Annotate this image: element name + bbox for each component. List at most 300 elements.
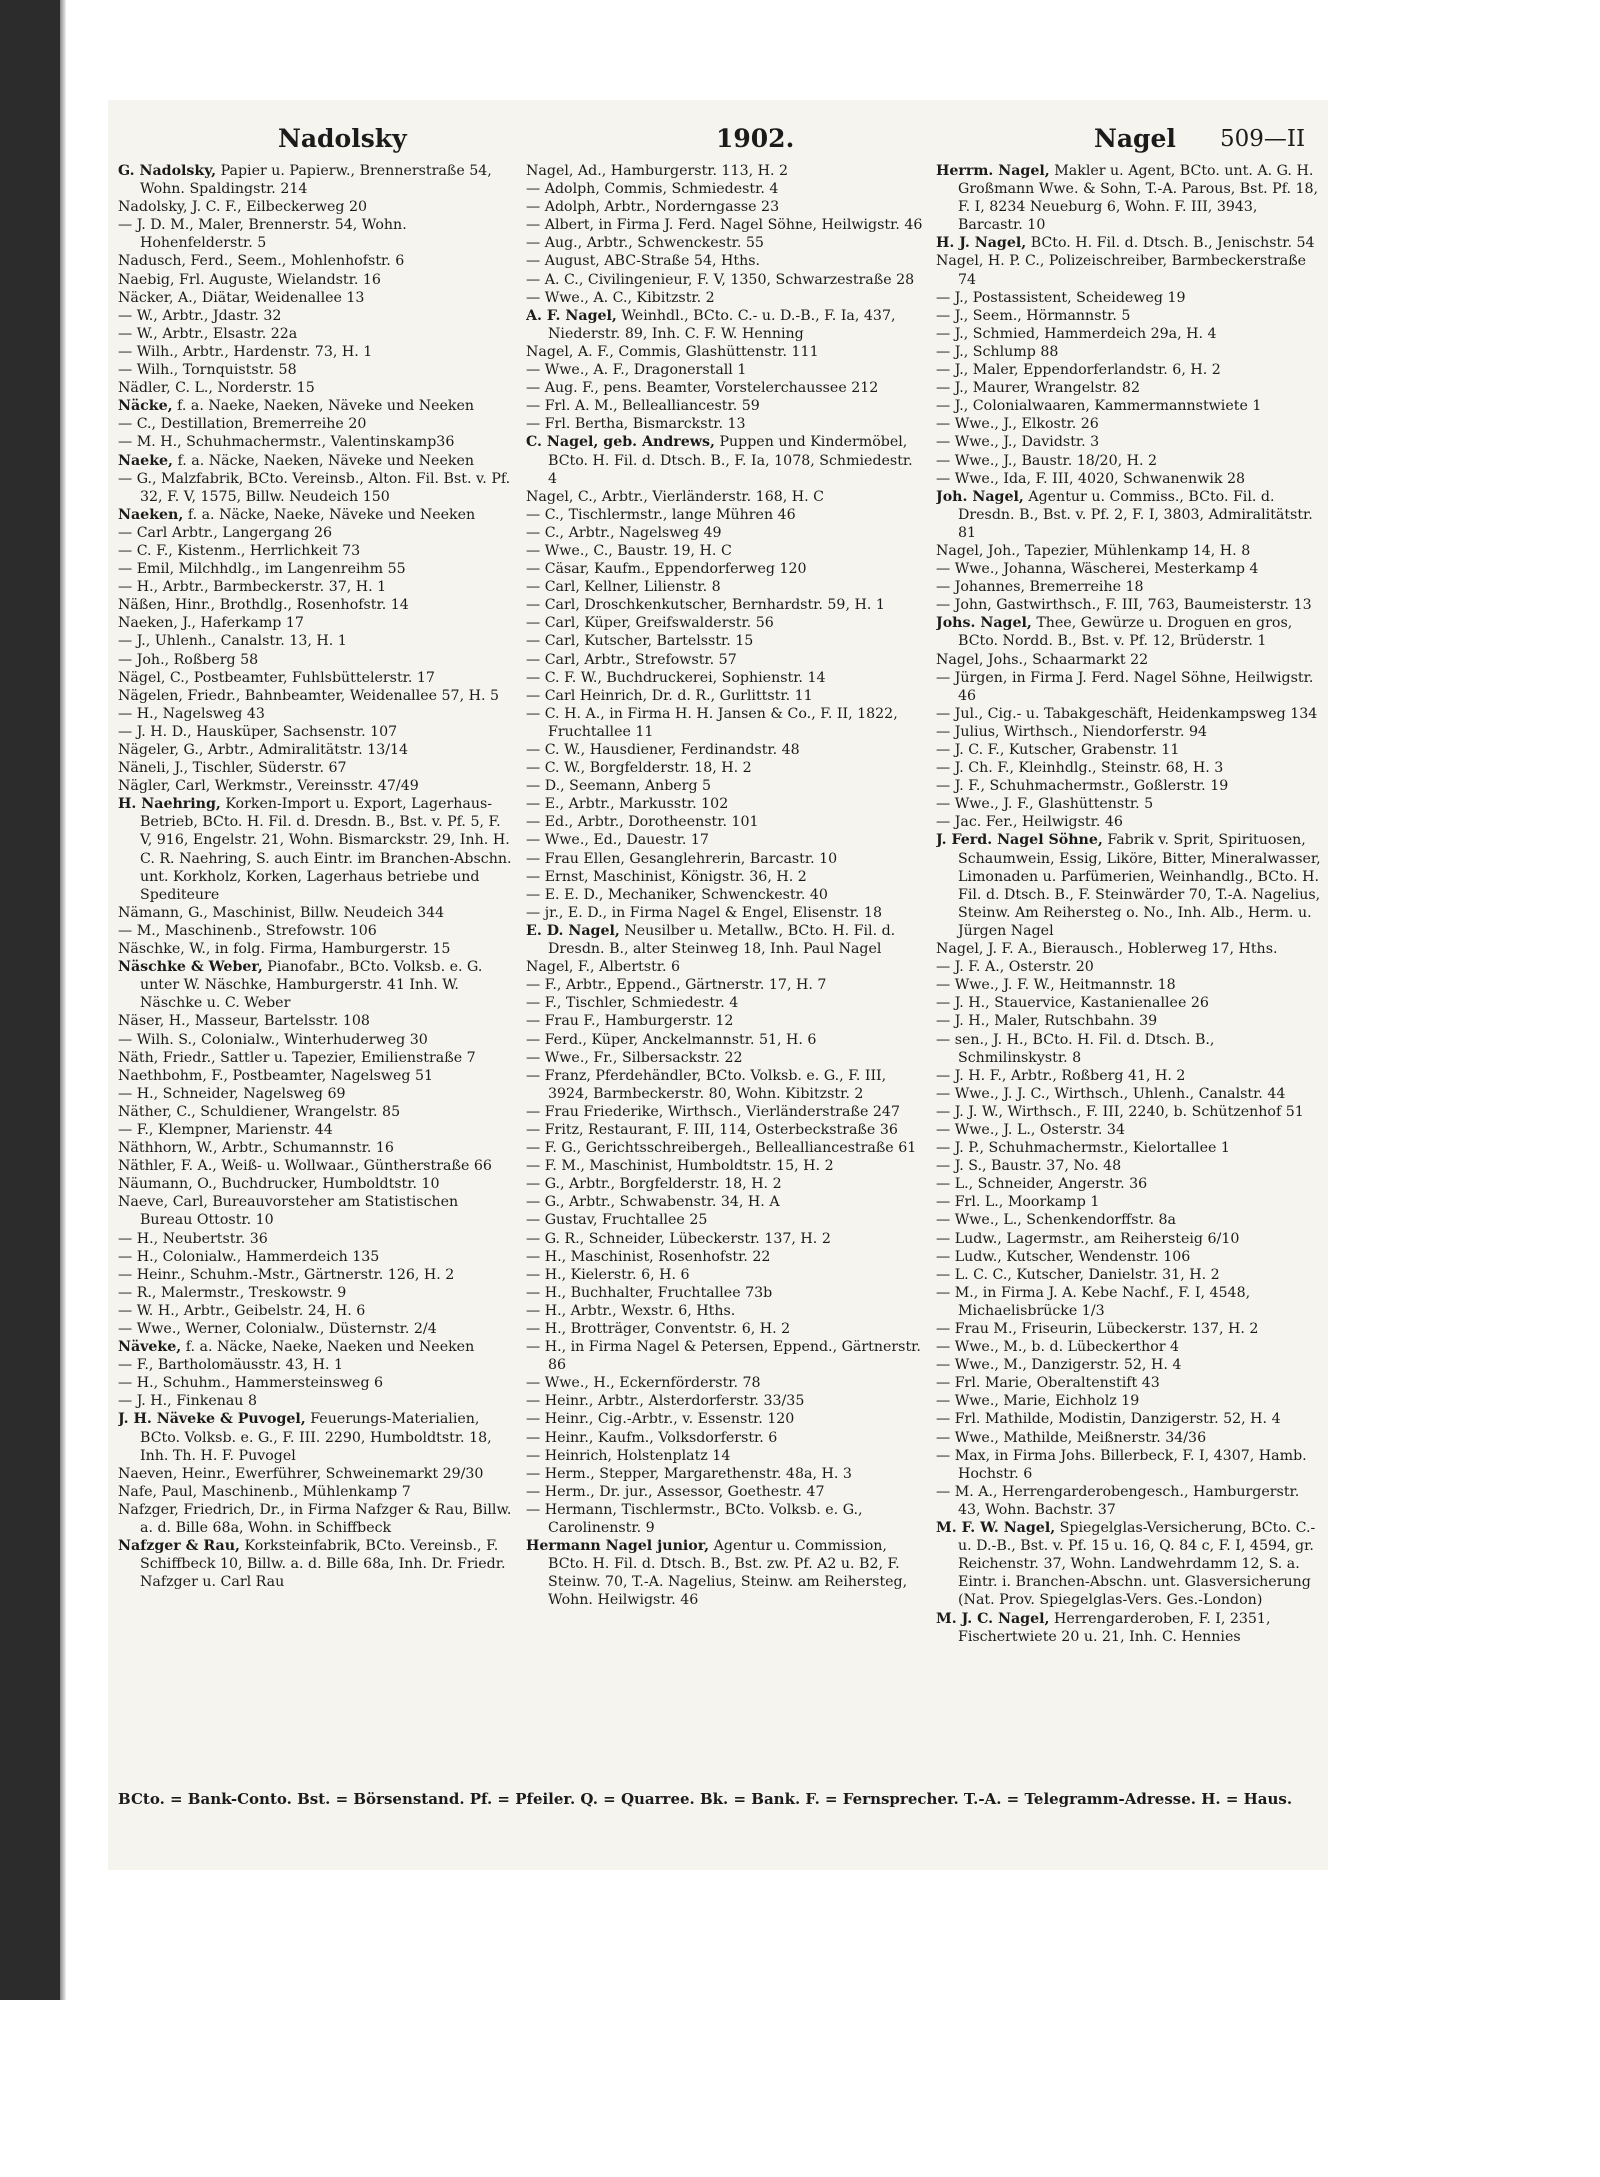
entry-text: — W., Arbtr., Elsastr. 22a bbox=[118, 325, 298, 342]
directory-entry bbox=[936, 1374, 1326, 1392]
entry-text: Nädler, C. L., Norderstr. 15 bbox=[118, 380, 315, 397]
entry-text: — Carl, Kutscher, Bartelsstr. 15 bbox=[526, 633, 754, 650]
directory-entry bbox=[118, 1284, 513, 1302]
directory-entry bbox=[118, 958, 513, 1012]
header-right-name: Nagel bbox=[1094, 124, 1176, 153]
directory-entry bbox=[118, 723, 513, 741]
directory-entry bbox=[118, 759, 513, 777]
directory-entry bbox=[936, 1085, 1326, 1103]
entry-text: — Frl. L., Moorkamp 1 bbox=[936, 1194, 1100, 1211]
entry-text: — Wwe., J., Davidstr. 3 bbox=[936, 434, 1100, 451]
directory-entry bbox=[936, 307, 1326, 325]
directory-entry bbox=[526, 1012, 924, 1030]
entry-text: — J. H. D., Hausküper, Sachsenstr. 107 bbox=[118, 723, 398, 740]
directory-entry bbox=[118, 470, 513, 506]
directory-entry bbox=[118, 415, 513, 433]
entry-text: — Frau M., Friseurin, Lübeckerstr. 137, H. 2 bbox=[936, 1321, 1259, 1337]
directory-entry bbox=[526, 433, 924, 487]
directory-entry bbox=[118, 361, 513, 379]
directory-entry bbox=[936, 162, 1326, 234]
entry-text: — C. W., Hausdiener, Ferdinandstr. 48 bbox=[526, 742, 800, 758]
entry-name: J. Ferd. Nagel Söhne, bbox=[936, 832, 1103, 849]
book-binding-edge bbox=[0, 0, 60, 2000]
directory-entry bbox=[936, 470, 1326, 488]
directory-entry bbox=[118, 777, 513, 795]
entry-text: — sen., J. H., BCto. H. Fil. d. Dtsch. B., Schmilinskystr. 8 bbox=[936, 1031, 1215, 1066]
entry-name: Näschke & Weber, bbox=[118, 959, 263, 976]
directory-entry bbox=[526, 651, 924, 669]
directory-entry bbox=[526, 506, 924, 524]
entry-text: f. a. Naeke, Naeken, Näveke und Neeken bbox=[177, 398, 475, 415]
entry-text: — J., Seem., Hörmannstr. 5 bbox=[936, 307, 1131, 324]
directory-entry bbox=[118, 1067, 513, 1085]
entry-text: — Wwe., Ed., Dauestr. 17 bbox=[526, 832, 709, 849]
entry-text: Nägelen, Friedr., Bahnbeamter, Weidenallee 57, H. 5 bbox=[118, 687, 500, 704]
entry-text: — Wwe., J., Elkostr. 26 bbox=[936, 416, 1099, 433]
entry-text: Nafzger, Friedrich, Dr., in Firma Nafzger & Rau, Billw. a. d. Bille 68a, Wohn. in Schiffbeck bbox=[118, 1501, 512, 1537]
entry-text: — Frau Ellen, Gesanglehrerin, Barcastr. 10 bbox=[526, 850, 838, 867]
entry-text: — J., Uhlenh., Canalstr. 13, H. 1 bbox=[118, 633, 347, 650]
entry-name: M. J. C. Nagel, bbox=[936, 1610, 1050, 1627]
directory-entry bbox=[936, 578, 1326, 596]
directory-entry bbox=[118, 669, 513, 687]
directory-entry bbox=[118, 1103, 513, 1121]
entry-text: Näcker, A., Diätar, Weidenallee 13 bbox=[118, 289, 365, 306]
directory-entry bbox=[936, 1193, 1326, 1211]
entry-name: G. Nadolsky, bbox=[118, 163, 217, 179]
entry-text: — W. H., Arbtr., Geibelstr. 24, H. 6 bbox=[118, 1302, 366, 1319]
entry-text: — D., Seemann, Anberg 5 bbox=[526, 778, 712, 795]
entry-text: — F., Tischler, Schmiedestr. 4 bbox=[526, 995, 739, 1012]
entry-text: — Albert, in Firma J. Ferd. Nagel Söhne, Heilwigstr. 46 bbox=[526, 217, 923, 234]
entry-text: Näßen, Hinr., Brothdlg., Rosenhofstr. 14 bbox=[118, 597, 409, 614]
entry-text: — Wilh., Tornquiststr. 58 bbox=[118, 362, 297, 379]
directory-entry bbox=[936, 1519, 1326, 1609]
entry-text: — F. M., Maschinist, Humboldtstr. 15, H. 2 bbox=[526, 1158, 834, 1175]
entry-text: — Ludw., Lagermstr., am Reihersteig 6/10 bbox=[936, 1230, 1240, 1247]
entry-text: — J., Schlump 88 bbox=[936, 343, 1059, 360]
entry-text: — G. R., Schneider, Lübeckerstr. 137, H. 2 bbox=[526, 1230, 831, 1247]
entry-text: — H., Brotträger, Conventstr. 6, H. 2 bbox=[526, 1321, 791, 1337]
entry-text: — M. A., Herrengarderobengesch., Hamburgerstr. 43, Wohn. Bachstr. 37 bbox=[936, 1483, 1300, 1518]
directory-entry bbox=[526, 1266, 924, 1284]
entry-text: — Frau Friederike, Wirthsch., Vierländerstraße 247 bbox=[526, 1103, 900, 1120]
entry-name: H. Naehring, bbox=[118, 796, 221, 813]
directory-entry bbox=[118, 198, 513, 216]
directory-entry bbox=[526, 886, 924, 904]
entry-text: — W., Arbtr., Jdastr. 32 bbox=[118, 307, 282, 324]
entry-text: — Frl. Bertha, Bismarckstr. 13 bbox=[526, 416, 746, 433]
directory-entry bbox=[526, 687, 924, 705]
entry-text: — H., Buchhalter, Fruchtallee 73b bbox=[526, 1284, 773, 1301]
directory-entry bbox=[936, 325, 1326, 343]
directory-entry bbox=[936, 1610, 1326, 1646]
directory-entry bbox=[526, 850, 924, 868]
directory-entry bbox=[526, 1483, 924, 1501]
directory-entry bbox=[526, 759, 924, 777]
entry-text: — C. H. A., in Firma H. H. Jansen & Co., F. II, 1822, Fruchtallee 11 bbox=[526, 705, 898, 740]
entry-text: — E. E. D., Mechaniker, Schwenckestr. 40 bbox=[526, 886, 828, 903]
directory-entry bbox=[118, 1338, 513, 1356]
directory-entry bbox=[526, 307, 924, 343]
entry-text: — Johannes, Bremerreihe 18 bbox=[936, 579, 1144, 596]
directory-entry bbox=[526, 976, 924, 994]
directory-entry bbox=[526, 741, 924, 759]
entry-text: Nafe, Paul, Maschinenb., Mühlenkamp 7 bbox=[118, 1483, 411, 1500]
entry-text: — Wwe., J., Baustr. 18/20, H. 2 bbox=[936, 452, 1158, 469]
entry-text: — Joh., Roßberg 58 bbox=[118, 651, 259, 668]
directory-columns bbox=[108, 162, 1328, 1787]
entry-text: — C. W., Borgfelderstr. 18, H. 2 bbox=[526, 760, 752, 777]
entry-text: — Carl Heinrich, Dr. d. R., Gurlittstr. 11 bbox=[526, 687, 813, 704]
directory-entry bbox=[118, 433, 513, 451]
directory-entry bbox=[118, 1085, 513, 1103]
entry-text: Nagel, J. F. A., Bierausch., Hoblerweg 17, Hths. bbox=[936, 941, 1278, 958]
directory-entry bbox=[526, 397, 924, 415]
directory-entry bbox=[118, 1392, 513, 1410]
directory-entry bbox=[118, 325, 513, 343]
directory-entry bbox=[936, 343, 1326, 361]
directory-entry bbox=[936, 1410, 1326, 1428]
entry-text: — R., Malermstr., Treskowstr. 9 bbox=[118, 1284, 347, 1301]
entry-text: — Wwe., Marie, Eichholz 19 bbox=[936, 1393, 1140, 1410]
directory-entry bbox=[936, 1230, 1326, 1248]
page-number: 509—II bbox=[1220, 126, 1306, 152]
entry-text: — J. F. A., Osterstr. 20 bbox=[936, 959, 1094, 976]
entry-text: — J. H., Stauervice, Kastanienallee 26 bbox=[936, 995, 1209, 1012]
directory-entry bbox=[526, 524, 924, 542]
directory-entry bbox=[936, 415, 1326, 433]
entry-text: — F., Bartholomäusstr. 43, H. 1 bbox=[118, 1357, 344, 1374]
entry-name: M. F. W. Nagel, bbox=[936, 1520, 1056, 1537]
entry-text: Nadusch, Ferd., Seem., Mohlenhofstr. 6 bbox=[118, 253, 405, 270]
entry-text: Herrengarderoben, F. I, 2351, Fischertwiete 20 u. 21, Inh. C. Hennies bbox=[958, 1610, 1271, 1645]
directory-entry bbox=[118, 1501, 513, 1537]
entry-text: — C. F., Kistenm., Herrlichkeit 73 bbox=[118, 542, 361, 559]
directory-entry bbox=[118, 1230, 513, 1248]
directory-entry bbox=[526, 1175, 924, 1193]
entry-text: Naeken, J., Haferkamp 17 bbox=[118, 615, 304, 632]
directory-entry bbox=[936, 488, 1326, 542]
directory-entry bbox=[936, 1338, 1326, 1356]
entry-text: Näumann, O., Buchdrucker, Humboldtstr. 10 bbox=[118, 1176, 440, 1193]
directory-entry bbox=[936, 614, 1326, 650]
directory-entry bbox=[936, 1121, 1326, 1139]
entry-name: Näveke, bbox=[118, 1339, 182, 1356]
entry-text: Fabrik v. Sprit, Spirituosen, Schaumwein, Essig, Liköre, Bitter, Mineralwasser, Limonaden u. Parfümerien, Weinhandlg., BCto. H. Fil. d. Dtsch. B., F. Steinwärder 70, T.-A. Nagelius, Steinw. Am Reihersteg o. No., Inh. Alb., Herm. u. Jürgen Nagel bbox=[958, 832, 1321, 939]
entry-text: — Wwe., Ida, F. III, 4020, Schwanenwik 28 bbox=[936, 470, 1246, 487]
directory-entry bbox=[936, 651, 1326, 669]
directory-entry bbox=[526, 234, 924, 252]
entry-text: Näschke, W., in folg. Firma, Hamburgerstr. 15 bbox=[118, 941, 451, 958]
entry-text: — Wilh., Arbtr., Hardenstr. 73, H. 1 bbox=[118, 343, 373, 360]
entry-text: — F. G., Gerichtsschreibergeh., Bellealliancestraße 61 bbox=[526, 1140, 917, 1157]
entry-text: Puppen und Kindermöbel, BCto. H. Fil. d. Dtsch. B., F. Ia, 1078, Schmiedestr. 4 bbox=[548, 434, 913, 487]
directory-entry bbox=[936, 433, 1326, 451]
directory-entry bbox=[118, 1302, 513, 1320]
directory-entry bbox=[118, 1356, 513, 1374]
entry-text: — Adolph, Arbtr., Norderngasse 23 bbox=[526, 199, 780, 216]
directory-entry bbox=[118, 795, 513, 904]
entry-name: A. F. Nagel, bbox=[526, 307, 617, 324]
directory-entry bbox=[526, 958, 924, 976]
directory-entry bbox=[936, 1139, 1326, 1157]
directory-entry bbox=[936, 361, 1326, 379]
entry-text: Feuerungs-Materialien, BCto. Volksb. e. G., F. III. 2290, Humboldtstr. 18, Inh. Th. H. F. Puvogel bbox=[140, 1411, 492, 1464]
directory-entry bbox=[526, 343, 924, 361]
directory-entry bbox=[936, 1392, 1326, 1410]
directory-entry bbox=[118, 307, 513, 325]
directory-entry bbox=[526, 488, 924, 506]
entry-text: — H., Kielerstr. 6, H. 6 bbox=[526, 1266, 690, 1283]
entry-text: — Heinr., Arbtr., Alsterdorferstr. 33/35 bbox=[526, 1393, 805, 1410]
directory-entry bbox=[526, 1537, 924, 1609]
directory-entry bbox=[526, 1193, 924, 1211]
entry-text: Nagel, Joh., Tapezier, Mühlenkamp 14, H. 8 bbox=[936, 542, 1251, 559]
entry-text: — H., Maschinist, Rosenhofstr. 22 bbox=[526, 1248, 771, 1265]
directory-entry bbox=[526, 1465, 924, 1483]
directory-entry bbox=[118, 271, 513, 289]
directory-entry bbox=[526, 669, 924, 687]
entry-text: — Heinr., Kaufm., Volksdorferstr. 6 bbox=[526, 1429, 778, 1446]
entry-text: — Carl, Küper, Greifswalderstr. 56 bbox=[526, 615, 774, 632]
directory-entry bbox=[936, 777, 1326, 795]
entry-text: — J., Postassistent, Scheideweg 19 bbox=[936, 289, 1186, 306]
entry-text: — Wwe., J. J. C., Wirthsch., Uhlenh., Canalstr. 44 bbox=[936, 1085, 1286, 1102]
entry-text: Weinhdl., BCto. C.- u. D.-B., F. Ia, 437, Niederstr. 89, Inh. C. F. W. Henning bbox=[548, 307, 896, 342]
entry-name: Nafzger & Rau, bbox=[118, 1538, 240, 1555]
entry-text: — L., Schneider, Angerstr. 36 bbox=[936, 1176, 1148, 1193]
directory-entry bbox=[526, 922, 924, 958]
entry-text: — J., Maler, Eppendorferlandstr. 6, H. 2 bbox=[936, 362, 1221, 379]
entry-text: — Wwe., A. C., Kibitzstr. 2 bbox=[526, 289, 715, 306]
entry-name: C. Nagel, geb. Andrews, bbox=[526, 434, 715, 451]
directory-entry bbox=[526, 1049, 924, 1067]
directory-entry bbox=[526, 1392, 924, 1410]
directory-entry bbox=[526, 1410, 924, 1428]
entry-text: — J. H. F., Arbtr., Roßberg 41, H. 2 bbox=[936, 1067, 1186, 1084]
directory-entry bbox=[526, 1157, 924, 1175]
entry-text: Nämann, G., Maschinist, Billw. Neudeich 344 bbox=[118, 904, 445, 921]
entry-text: — M., in Firma J. A. Kebe Nachf., F. I, 4548, Michaelisbrücke 1/3 bbox=[936, 1284, 1251, 1319]
entry-text: — J. S., Baustr. 37, No. 48 bbox=[936, 1158, 1122, 1175]
entry-text: BCto. H. Fil. d. Dtsch. B., Jenischstr. 54 bbox=[1030, 235, 1315, 252]
entry-name: Naeke, bbox=[118, 452, 173, 469]
entry-name: Johs. Nagel, bbox=[936, 615, 1032, 632]
directory-entry bbox=[936, 813, 1326, 831]
directory-entry bbox=[936, 1356, 1326, 1374]
directory-entry bbox=[936, 289, 1326, 307]
directory-entry bbox=[118, 922, 513, 940]
directory-entry bbox=[118, 452, 513, 470]
entry-text: — Franz, Pferdehändler, BCto. Volksb. e. G., F. III, 3924, Barmbeckerstr. 80, Wohn. Kibitzstr. 2 bbox=[526, 1067, 887, 1102]
directory-entry bbox=[526, 813, 924, 831]
entry-text: — G., Arbtr., Borgfelderstr. 18, H. 2 bbox=[526, 1176, 782, 1193]
entry-text: Pianofabr., BCto. Volksb. e. G. unter W. Näschke, Hamburgerstr. 41 Inh. W. Näschke u. C. Weber bbox=[140, 959, 483, 1012]
entry-text: — J. P., Schuhmachermstr., Kielortallee 1 bbox=[936, 1140, 1230, 1157]
directory-entry bbox=[936, 1320, 1326, 1338]
entry-text: — M. H., Schuhmachermstr., Valentinskamp36 bbox=[118, 434, 455, 451]
entry-text: Nägler, Carl, Werkmstr., Vereinsstr. 47/49 bbox=[118, 778, 419, 795]
directory-entry bbox=[936, 234, 1326, 252]
entry-text: Neusilber u. Metallw., BCto. H. Fil. d. Dresdn. B., alter Steinweg 18, Inh. Paul Nagel bbox=[548, 922, 896, 958]
entry-text: — Jul., Cig.- u. Tabakgeschäft, Heidenkampsweg 134 bbox=[936, 705, 1318, 722]
directory-entry bbox=[526, 1139, 924, 1157]
directory-entry bbox=[118, 578, 513, 596]
directory-entry bbox=[118, 1537, 513, 1591]
entry-name: J. H. Näveke & Puvogel, bbox=[118, 1411, 306, 1428]
directory-entry bbox=[936, 1483, 1326, 1519]
directory-entry bbox=[118, 1266, 513, 1284]
entry-text: Korken-Import u. Export, Lagerhaus-Betrieb, BCto. H. Fil. d. Dresdn. B., Bst. v. Pf. 5, F. V, 916, Engelstr. 21, Wohn. Bismarckstr. 29, Inh. H. C. R. Naehring, S. auch Eintr. im Branchen-Abschn. unt. Korkholz, Korken, Lagerhaus betriebe und Spediteure bbox=[140, 796, 512, 903]
entry-text: — Ed., Arbtr., Dorotheenstr. 101 bbox=[526, 814, 759, 831]
entry-text: Korksteinfabrik, BCto. Vereinsb., F. Schiffbeck 10, Billw. a. d. Bille 68a, Inh. Dr. Friedr. Nafzger u. Carl Rau bbox=[140, 1538, 506, 1591]
entry-text: — Ernst, Maschinist, Königstr. 36, H. 2 bbox=[526, 868, 807, 885]
directory-entry bbox=[936, 723, 1326, 741]
entry-name: H. J. Nagel, bbox=[936, 235, 1027, 252]
entry-text: Spiegelglas-Versicherung, BCto. C.- u. D.-B., Bst. v. Pf. 15 u. 16, Q. 84 c, F. I, 4594, gr. Reichenstr. 37, Wohn. Landwehrdamm 12, S. a. Eintr. i. Branchen-Abschn. unt. Glasversicherung (Nat. Prov. Spiegelglas-Vers. Ges.-London) bbox=[958, 1520, 1316, 1609]
directory-entry bbox=[526, 1501, 924, 1537]
directory-entry bbox=[526, 795, 924, 813]
directory-entry bbox=[526, 1121, 924, 1139]
entry-text: — John, Gastwirthsch., F. III, 763, Baumeisterstr. 13 bbox=[936, 597, 1312, 614]
entry-text: Makler u. Agent, BCto. unt. A. G. H. Großmann Wwe. & Sohn, T.-A. Parous, Bst. Pf. 18, F. I, 8234 Neueburg 6, Wohn. F. III, 3943, Barcastr. 10 bbox=[958, 163, 1319, 234]
entry-text: — J. D. M., Maler, Brennerstr. 54, Wohn. Hohenfelderstr. 5 bbox=[118, 217, 407, 252]
directory-entry bbox=[526, 614, 924, 632]
entry-text: — Wwe., A. F., Dragonerstall 1 bbox=[526, 362, 747, 379]
entry-text: — Carl, Arbtr., Strefowstr. 57 bbox=[526, 651, 737, 668]
directory-entry bbox=[118, 397, 513, 415]
directory-entry bbox=[118, 1248, 513, 1266]
directory-entry bbox=[936, 542, 1326, 560]
directory-entry bbox=[118, 379, 513, 397]
entry-text: — Max, in Firma Johs. Billerbeck, F. I, 4307, Hamb. Hochstr. 6 bbox=[936, 1447, 1307, 1482]
directory-page bbox=[108, 100, 1328, 1870]
directory-entry bbox=[118, 1465, 513, 1483]
entry-text: — J. F., Schuhmachermstr., Goßlerstr. 19 bbox=[936, 778, 1229, 795]
entry-text: Agentur u. Commission, BCto. H. Fil. d. Dtsch. B., Bst. zw. Pf. A2 u. B2, F. Steinw. 70, T.-A. Nagelius, Steinw. am Reihersteg, Wohn. Heilwigstr. 46 bbox=[548, 1538, 908, 1609]
directory-entry bbox=[936, 1284, 1326, 1320]
directory-entry bbox=[118, 216, 513, 252]
directory-entry bbox=[118, 524, 513, 542]
entry-text: — Aug., Arbtr., Schwenckestr. 55 bbox=[526, 235, 764, 252]
column-middle bbox=[526, 162, 924, 1787]
entry-text: Papier u. Papierw., Brennerstraße 54, Wohn. Spaldingstr. 214 bbox=[140, 163, 492, 198]
entry-text: Nagel, H. P. C., Polizeischreiber, Barmbeckerstraße 74 bbox=[936, 253, 1307, 288]
entry-text: — Carl, Kellner, Lilienstr. 8 bbox=[526, 579, 721, 596]
directory-entry bbox=[526, 994, 924, 1012]
entry-text: Nagel, F., Albertstr. 6 bbox=[526, 959, 681, 976]
directory-entry bbox=[526, 1248, 924, 1266]
directory-entry bbox=[118, 343, 513, 361]
entry-text: Naeve, Carl, Bureauvorsteher am Statistischen Bureau Ottostr. 10 bbox=[118, 1194, 459, 1229]
entry-text: — Heinrich, Holstenplatz 14 bbox=[526, 1447, 731, 1464]
directory-entry bbox=[936, 1175, 1326, 1193]
entry-text: — Wilh. S., Colonialw., Winterhuderweg 30 bbox=[118, 1031, 428, 1048]
entry-text: — J., Schmied, Hammerdeich 29a, H. 4 bbox=[936, 325, 1217, 342]
directory-entry bbox=[118, 1049, 513, 1067]
entry-text: — Wwe., Fr., Silbersackstr. 22 bbox=[526, 1049, 743, 1066]
entry-text: — J. Ch. F., Kleinhdlg., Steinstr. 68, H. 3 bbox=[936, 760, 1224, 777]
directory-entry bbox=[526, 1338, 924, 1374]
entry-text: — H., Schuhm., Hammersteinsweg 6 bbox=[118, 1375, 384, 1392]
entry-text: Agentur u. Commiss., BCto. Fil. d. Dresdn. B., Bst. v. Pf. 2, F. I, 3803, Admiralitätstr. 81 bbox=[958, 488, 1313, 541]
directory-entry bbox=[936, 1012, 1326, 1030]
directory-entry bbox=[526, 1031, 924, 1049]
entry-name: Herrm. Nagel, bbox=[936, 163, 1050, 179]
entry-text: — H., Arbtr., Wexstr. 6, Hths. bbox=[526, 1302, 736, 1319]
entry-text: Näser, H., Masseur, Bartelsstr. 108 bbox=[118, 1013, 370, 1030]
directory-entry bbox=[526, 180, 924, 198]
entry-text: — Herm., Stepper, Margarethenstr. 48a, H. 3 bbox=[526, 1465, 852, 1482]
entry-text: — Frl. Marie, Oberaltenstift 43 bbox=[936, 1375, 1160, 1392]
entry-text: Nadolsky, J. C. F., Eilbeckerweg 20 bbox=[118, 199, 368, 216]
directory-entry bbox=[526, 632, 924, 650]
directory-entry bbox=[936, 705, 1326, 723]
entry-text: Näthhorn, W., Arbtr., Schumannstr. 16 bbox=[118, 1140, 394, 1157]
entry-text: — C. F. W., Buchdruckerei, Sophienstr. 14 bbox=[526, 669, 826, 686]
entry-text: — H., Arbtr., Barmbeckerstr. 37, H. 1 bbox=[118, 579, 387, 596]
header-year: 1902. bbox=[716, 124, 795, 153]
entry-name: Näcke, bbox=[118, 398, 173, 415]
entry-text: — H., in Firma Nagel & Petersen, Eppend., Gärtnerstr. 86 bbox=[526, 1339, 921, 1374]
entry-text: — G., Arbtr., Schwabenstr. 34, H. A bbox=[526, 1194, 780, 1211]
directory-entry bbox=[936, 1031, 1326, 1067]
entry-text: — Adolph, Commis, Schmiedestr. 4 bbox=[526, 181, 779, 198]
entry-text: Naeven, Heinr., Ewerführer, Schweinemarkt 29/30 bbox=[118, 1465, 484, 1482]
directory-entry bbox=[936, 1157, 1326, 1175]
book-spine-highlight bbox=[60, 0, 66, 2000]
directory-entry bbox=[118, 940, 513, 958]
entry-text: Näth, Friedr., Sattler u. Tapezier, Emilienstraße 7 bbox=[118, 1049, 476, 1066]
entry-text: — Wwe., M., Danzigerstr. 52, H. 4 bbox=[936, 1357, 1182, 1374]
directory-entry bbox=[118, 162, 513, 198]
entry-name: E. D. Nagel, bbox=[526, 922, 620, 939]
directory-entry bbox=[526, 1284, 924, 1302]
entry-name: Joh. Nagel, bbox=[936, 488, 1024, 505]
entry-text: Näthler, F. A., Weiß- u. Wollwaar., Güntherstraße 66 bbox=[118, 1158, 492, 1175]
directory-entry bbox=[936, 741, 1326, 759]
directory-entry bbox=[936, 759, 1326, 777]
directory-entry bbox=[118, 506, 513, 524]
entry-text: — J., Colonialwaaren, Kammermannstwiete 1 bbox=[936, 398, 1262, 415]
entry-text: Naebig, Frl. Auguste, Wielandstr. 16 bbox=[118, 271, 381, 288]
entry-text: — Cäsar, Kaufm., Eppendorferweg 120 bbox=[526, 561, 807, 578]
directory-entry bbox=[936, 1103, 1326, 1121]
directory-entry bbox=[936, 795, 1326, 813]
directory-entry bbox=[118, 904, 513, 922]
directory-entry bbox=[936, 976, 1326, 994]
directory-entry bbox=[526, 361, 924, 379]
entry-name: Naeken, bbox=[118, 506, 184, 523]
directory-entry bbox=[118, 1483, 513, 1501]
directory-entry bbox=[118, 1410, 513, 1464]
entry-text: — August, ABC-Straße 54, Hths. bbox=[526, 253, 761, 270]
entry-text: — L. C. C., Kutscher, Danielstr. 31, H. 2 bbox=[936, 1266, 1220, 1283]
directory-entry bbox=[526, 578, 924, 596]
column-left bbox=[118, 162, 513, 1787]
entry-text: — J. H., Finkenau 8 bbox=[118, 1393, 257, 1410]
entry-text: — Hermann, Tischlermstr., BCto. Volksb. e. G., Carolinenstr. 9 bbox=[526, 1501, 863, 1537]
entry-text: — Heinr., Schuhm.-Mstr., Gärtnerstr. 126, H. 2 bbox=[118, 1266, 455, 1283]
directory-entry bbox=[526, 705, 924, 741]
entry-text: — Wwe., Werner, Colonialw., Düsternstr. 2/4 bbox=[118, 1321, 437, 1337]
directory-entry bbox=[526, 1211, 924, 1229]
directory-entry bbox=[526, 379, 924, 397]
directory-entry bbox=[526, 216, 924, 234]
entry-text: — Wwe., Mathilde, Meißnerstr. 34/36 bbox=[936, 1429, 1207, 1446]
directory-entry bbox=[936, 1266, 1326, 1284]
